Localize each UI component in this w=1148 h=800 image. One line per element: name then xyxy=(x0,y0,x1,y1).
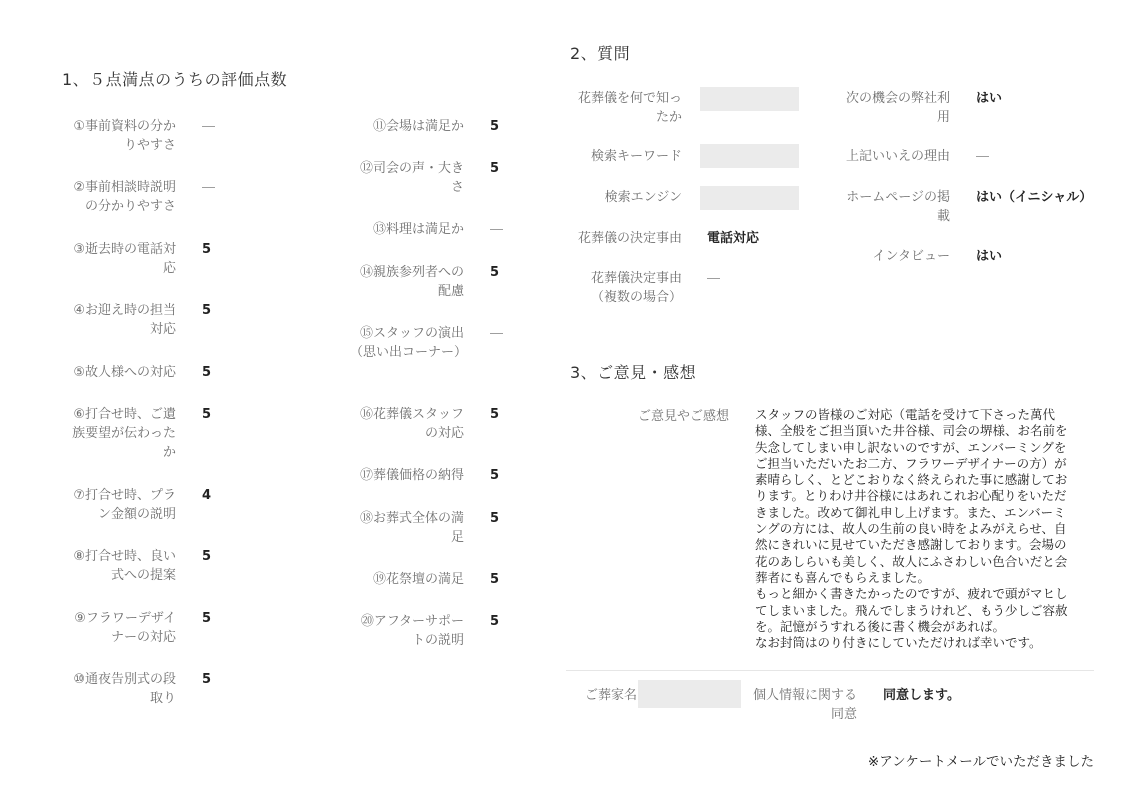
question-label-interview: インタビュー xyxy=(872,249,950,264)
rating-label-06: ⑥打合せ時、ご遺族要望が伝わったか xyxy=(72,407,176,460)
rating-label-13: ⑬料理は満足か xyxy=(372,222,464,237)
rating-label-14: ⑭親族参列者への配慮 xyxy=(359,265,464,299)
question-answer-reason-multi: ― xyxy=(707,271,720,286)
section3-title: 3、ご意見・感想 xyxy=(570,363,697,382)
rating-label-07: ⑦打合せ時、プラン金額の説明 xyxy=(73,488,176,522)
divider xyxy=(566,670,1094,671)
privacy-consent-label: 個人情報に関する同意 xyxy=(752,688,857,722)
rating-value-08: 5 xyxy=(202,549,212,564)
opinion-label: ご意見やご感想 xyxy=(637,409,729,424)
rating-value-19: 5 xyxy=(490,572,500,587)
rating-label-15: ⑮スタッフの演出（思い出コーナー） xyxy=(350,326,468,360)
question-label-reuse: 次の機会の弊社利用 xyxy=(845,91,950,125)
question-answer-homepage: はい（イニシャル） xyxy=(976,190,1093,205)
rating-label-03: ③逝去時の電話対応 xyxy=(73,242,176,276)
rating-value-16: 5 xyxy=(490,407,500,422)
rating-label-01: ①事前資料の分かりやすさ xyxy=(73,119,176,153)
rating-label-18: ⑱お葬式全体の満足 xyxy=(359,511,464,545)
section2-title: 2、質問 xyxy=(570,44,631,63)
question-answer-reason: 電話対応 xyxy=(707,231,760,246)
rating-value-10: 5 xyxy=(202,672,212,687)
privacy-consent-value: 同意します。 xyxy=(883,688,960,703)
question-answer-no-reason: ― xyxy=(976,149,989,164)
rating-label-04: ④お迎え時の担当対応 xyxy=(73,303,176,337)
rating-label-11: ⑪会場は満足か xyxy=(372,119,464,134)
rating-value-12: 5 xyxy=(490,161,500,176)
rating-value-05: 5 xyxy=(202,365,212,380)
rating-value-17: 5 xyxy=(490,468,500,483)
redacted-answer-keyword xyxy=(700,144,799,168)
rating-value-20: 5 xyxy=(490,614,500,629)
question-answer-interview: はい xyxy=(976,249,1003,264)
opinion-text: スタッフの皆様のご対応（電話を受けて下さった萬代 様、全般をご担当頂いた井谷様、司会の堺様、お名前を 失念してしまい申し訳ないのですが、エンバーミングを ご担当いただいたお二方、フラワーデザイナーの方）が 素晴らしく、とどこおりなく終えられた事に感謝してお ります。とりわけ井谷様にはあれこれお心配りをいただ きました。改めて御礼申し上げます。また、エンバーミ ングの方には、故人の生前の良い時をよみがえらせ、自 然にきれいに見せていただき感謝しております。会場の 花のあしらいも美しく、故人にふさわしい色合いだと会 葬者にも喜んでもらえました。 もっと細かく書きたかったのですが、疲れで頭がマヒし てしまいました。飛んでしまうけれど、もう少しご容赦 を。記憶がうすれる後に書く機会があれば。 なお封筒はのり付きにしていただければ幸いです。 xyxy=(755,407,1068,651)
rating-label-10: ⑩通夜告別式の段取り xyxy=(73,672,176,706)
rating-label-05: ⑤故人様への対応 xyxy=(73,365,176,380)
question-label-reason-multi: 花葬儀決定事由（複数の場合） xyxy=(590,271,682,305)
rating-label-19: ⑲花祭壇の満足 xyxy=(372,572,464,587)
redacted-answer-source xyxy=(700,87,799,111)
rating-label-12: ⑫司会の声・大きさ xyxy=(359,161,464,195)
survey-source-note: ※アンケートメールでいただきました xyxy=(867,754,1094,770)
rating-value-09: 5 xyxy=(202,611,212,626)
rating-value-11: 5 xyxy=(490,119,500,134)
section1-title: 1、５点満点のうちの評価点数 xyxy=(62,70,288,89)
rating-value-04: 5 xyxy=(202,303,212,318)
redacted-answer-engine xyxy=(700,186,799,210)
rating-label-20: ⑳アフターサポートの説明 xyxy=(360,614,464,648)
rating-value-13: ― xyxy=(490,222,503,237)
rating-value-01: ― xyxy=(202,119,215,134)
rating-label-09: ⑨フラワーデザイナーの対応 xyxy=(74,611,176,645)
question-answer-reuse: はい xyxy=(976,91,1003,106)
rating-label-08: ⑧打合せ時、良い式への提案 xyxy=(73,549,176,583)
rating-value-03: 5 xyxy=(202,242,212,257)
rating-value-02: ― xyxy=(202,180,215,195)
question-label-source: 花葬儀を何で知ったか xyxy=(577,91,682,125)
rating-label-17: ⑰葬儀価格の納得 xyxy=(359,468,464,483)
rating-value-07: 4 xyxy=(202,488,212,503)
rating-value-06: 5 xyxy=(202,407,212,422)
question-label-engine: 検索エンジン xyxy=(604,190,682,205)
rating-value-14: 5 xyxy=(490,265,500,280)
rating-value-18: 5 xyxy=(490,511,500,526)
question-label-no-reason: 上記いいえの理由 xyxy=(845,149,950,164)
question-label-homepage: ホームページの掲載 xyxy=(846,190,950,224)
rating-label-16: ⑯花葬儀スタッフの対応 xyxy=(359,407,464,441)
rating-label-02: ②事前相談時説明の分かりやすさ xyxy=(73,180,176,214)
question-label-reason: 花葬儀の決定事由 xyxy=(577,231,682,246)
family-name-label: ご葬家名 xyxy=(584,688,637,703)
rating-value-15: ― xyxy=(490,326,503,341)
redacted-family-name xyxy=(638,680,741,708)
question-label-keyword: 検索キーワード xyxy=(590,149,682,164)
